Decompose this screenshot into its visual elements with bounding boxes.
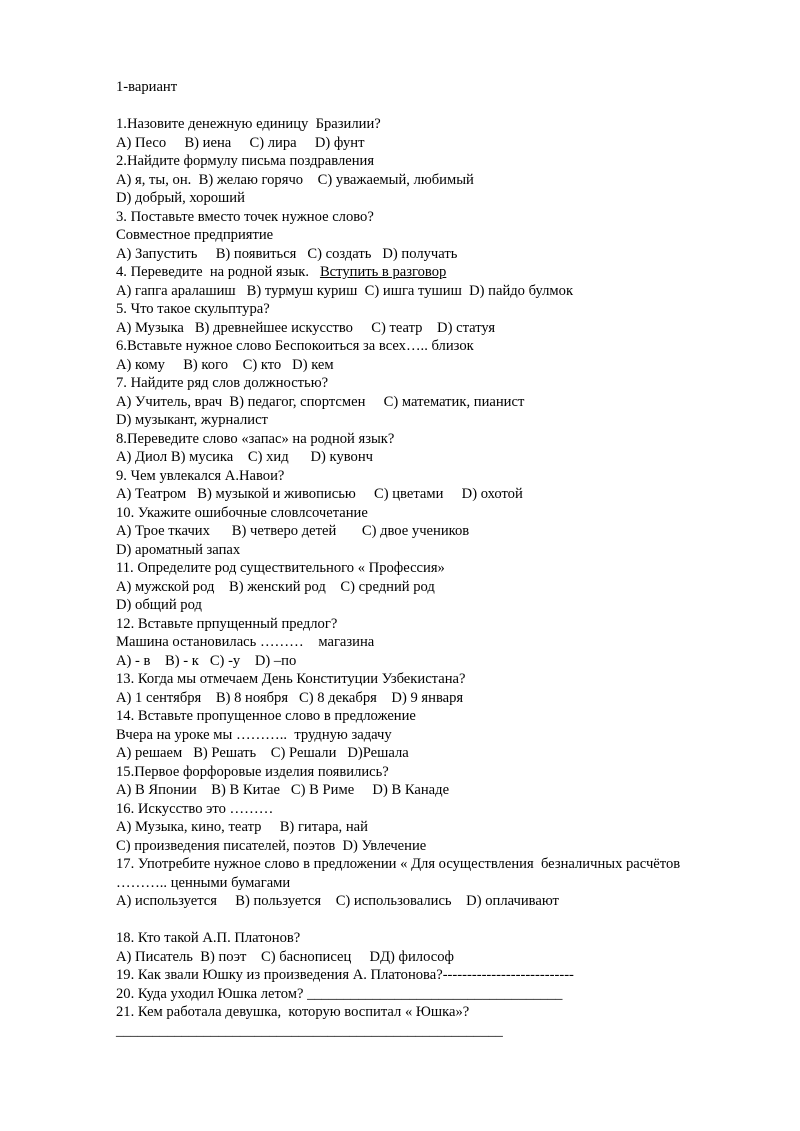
question-12: 12. Вставьте прпущенный предлог? xyxy=(116,615,338,632)
answers-4: A) гапга аралашиш B) турмуш куриш C) ишга тушиш D) пайдо булмок xyxy=(116,282,574,299)
variant-title: 1-вариант xyxy=(116,79,178,95)
question-11: 11. Определите род существительного « Профессия» xyxy=(116,560,445,576)
answer-blank-21: _____________________________________________________ xyxy=(116,1022,503,1039)
answers-13: A) 1 сентября B) 8 ноября C) 8 декабря D) 9 января xyxy=(116,689,464,706)
answers-12: A) - в B) - к C) -у D) –по xyxy=(116,652,297,669)
question-4-text: 4. Переведите на родной язык. xyxy=(116,264,320,280)
answers-10-cont: D) ароматный запах xyxy=(116,541,241,558)
answers-9: A) Театром B) музыкой и живописью C) цветами D) охотой xyxy=(116,486,523,502)
question-4 xyxy=(116,263,766,282)
answers-7-cont: D) музыкант, журналист xyxy=(116,412,268,428)
question-14-sentence: Вчера на уроке мы ……….. трудную задачу xyxy=(116,726,392,743)
question-3-phrase: Совместное предприятие xyxy=(116,227,274,243)
question-8: 8.Переведите слово «запас» на родной язык? xyxy=(116,430,395,447)
question-10: 10. Укажите ошибочные словлсочетание xyxy=(116,504,368,521)
question-21: 21. Кем работала девушка, которую воспитал « Юшка»? xyxy=(116,1004,470,1020)
answers-2: A) я, ты, он. B) желаю горячо C) уважаемый, любимый xyxy=(116,171,474,188)
question-12-sentence: Машина остановилась ……… магазина xyxy=(116,634,375,650)
answers-3: A) Запустить B) появиться C) создать D) получать xyxy=(116,245,458,262)
answers-14: A) решаем B) Решать C) Решали D)Решала xyxy=(116,745,409,761)
answers-5: A) Музыка B) древнейшее искусство C) театр D) статуя xyxy=(116,319,496,336)
question-13: 13. Когда мы отмечаем День Конституции Узбекистана? xyxy=(116,671,466,687)
question-18: 18. Кто такой А.П. Платонов? xyxy=(116,930,301,946)
answers-6: A) кому B) кого C) кто D) кем xyxy=(116,356,334,373)
answers-7: A) Учитель, врач B) педагог, спортсмен C) математик, пианист xyxy=(116,393,525,410)
question-17: 17. Употребите нужное слово в предложении « Для осуществления безналичных расчётов xyxy=(116,856,681,872)
answers-18: A) Писатель B) поэт C) баснописец DД) философ xyxy=(116,948,454,965)
question-15: 15.Первое форфоровые изделия появились? xyxy=(116,763,389,780)
worksheet xyxy=(116,78,766,1040)
question-14: 14. Вставьте пропущенное слово в предложение xyxy=(116,708,416,724)
answers-2-cont: D) добрый, хороший xyxy=(116,190,245,206)
answers-17: A) используется B) пользуется C) использовались D) оплачивают xyxy=(116,893,559,909)
question-1: 1.Назовите денежную единицу Бразилии? xyxy=(116,116,381,132)
answers-16: A) Музыка, кино, театр B) гитара, най xyxy=(116,819,368,835)
question-2: 2.Найдите формулу письма поздравления xyxy=(116,153,375,169)
answers-15: A) В Японии B) В Китае C) В Риме D) В Канаде xyxy=(116,782,450,798)
question-6: 6.Вставьте нужное слово Беспокоиться за всех….. близок xyxy=(116,338,474,354)
question-20: 20. Куда уходил Юшка летом? ___________________________________ xyxy=(116,985,563,1002)
answers-11: A) мужской род B) женский род C) средний род xyxy=(116,578,435,595)
question-16: 16. Искусство это ……… xyxy=(116,800,274,817)
question-4-phrase: Вступить в разговор xyxy=(319,264,447,280)
question-3: 3. Поставьте вместо точек нужное слово? xyxy=(116,208,374,225)
question-9: 9. Чем увлекался А.Навои? xyxy=(116,467,285,484)
answers-1: A) Песо B) иена C) лира D) фунт xyxy=(116,134,365,151)
spacer xyxy=(116,911,766,930)
question-19: 19. Как звали Юшку из произведения А. Платонова?--------------------------- xyxy=(116,967,574,983)
answers-10: A) Трое ткачих B) четверо детей C) двое учеников xyxy=(116,523,470,539)
question-7: 7. Найдите ряд слов должностью? xyxy=(116,375,329,391)
spacer xyxy=(116,97,766,116)
answers-16-cont: C) произведения писателей, поэтов D) Увлечение xyxy=(116,837,427,854)
question-5: 5. Что такое скульптура? xyxy=(116,301,270,317)
answers-11-cont: D) общий род xyxy=(116,597,202,613)
answers-8: A) Диол B) мусика C) хид D) кувонч xyxy=(116,449,373,465)
question-17-cont: ……….. ценными бумагами xyxy=(116,874,291,891)
